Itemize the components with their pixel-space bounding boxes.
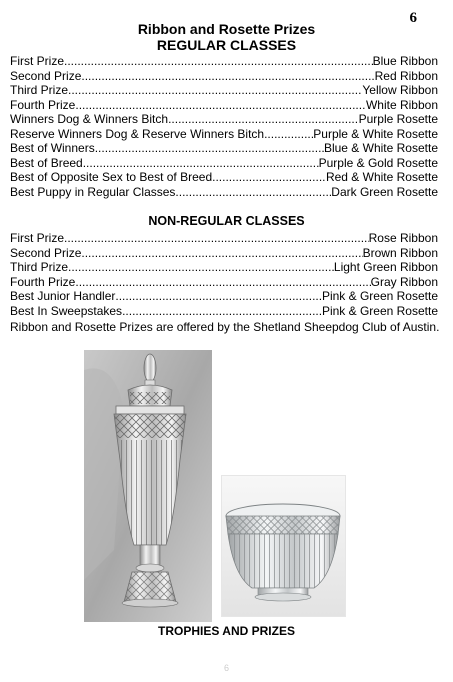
list-item bbox=[10, 289, 438, 304]
list-item bbox=[10, 141, 438, 156]
non-regular-classes-heading: NON-REGULAR CLASSES bbox=[148, 214, 305, 228]
list-item bbox=[10, 54, 438, 69]
regular-classes-heading: REGULAR CLASSES bbox=[156, 37, 297, 53]
crystal-vase-image bbox=[84, 350, 212, 622]
list-item bbox=[10, 69, 438, 84]
leader-dots bbox=[75, 275, 370, 290]
prize-label: Best In Sweepstakes bbox=[10, 303, 123, 318]
prize-value: Brown Ribbon bbox=[362, 245, 438, 260]
crystal-bowl-trophy-photo bbox=[221, 475, 346, 617]
prize-label: Second Prize bbox=[10, 245, 82, 260]
prize-value: Pink & Green Rosette bbox=[321, 289, 438, 303]
prize-label: First Prize bbox=[10, 54, 64, 68]
crystal-vase-trophy-photo bbox=[84, 350, 212, 622]
list-item bbox=[10, 260, 438, 275]
crystal-bowl-image bbox=[222, 476, 345, 616]
prize-value: Purple & White Rosette bbox=[313, 126, 438, 141]
leader-dots bbox=[122, 304, 322, 319]
prize-value: Pink & Green Rosette bbox=[321, 303, 438, 318]
leader-dots bbox=[212, 170, 326, 185]
leader-dots bbox=[95, 141, 324, 156]
club-note: Ribbon and Rosette Prizes are offered by the Shetland Sheepdog Club of Austin. bbox=[10, 320, 440, 334]
prize-label: Best Junior Handler bbox=[10, 289, 116, 303]
prize-value: Yellow Ribbon bbox=[362, 83, 438, 97]
leader-dots bbox=[64, 231, 369, 246]
prize-label: Best of Winners bbox=[10, 141, 95, 155]
leader-dots bbox=[175, 185, 331, 200]
prize-label: Second Prize bbox=[10, 68, 82, 83]
leader-dots bbox=[68, 260, 334, 275]
prize-label: Fourth Prize bbox=[10, 97, 76, 112]
list-item bbox=[10, 231, 438, 246]
list-item bbox=[10, 83, 438, 98]
prize-value: Purple Rosette bbox=[358, 112, 438, 126]
list-item bbox=[10, 170, 438, 185]
photo-caption: TROPHIES AND PRIZES bbox=[158, 624, 295, 638]
leader-dots bbox=[64, 54, 373, 69]
prize-label: Best of Opposite Sex to Best of Breed bbox=[10, 170, 213, 184]
prize-value: Dark Green Rosette bbox=[331, 184, 438, 199]
prize-label: Best Puppy in Regular Classes bbox=[10, 184, 176, 199]
leader-dots bbox=[168, 112, 359, 127]
leader-dots bbox=[75, 98, 366, 113]
prize-value: Blue & White Rosette bbox=[323, 141, 438, 155]
prize-value: Light Green Ribbon bbox=[333, 260, 438, 274]
regular-classes-list bbox=[10, 54, 438, 199]
prize-label: First Prize bbox=[10, 231, 64, 245]
prize-label: Third Prize bbox=[10, 83, 69, 97]
prize-label: Best of Breed bbox=[10, 155, 83, 170]
leader-dots bbox=[68, 83, 362, 98]
prize-value: Purple & Gold Rosette bbox=[318, 155, 438, 170]
prize-value: Gray Ribbon bbox=[370, 274, 438, 289]
list-item bbox=[10, 98, 438, 113]
leader-dots bbox=[81, 69, 374, 84]
prize-label: Fourth Prize bbox=[10, 274, 76, 289]
leader-dots bbox=[115, 289, 322, 304]
leader-dots bbox=[81, 246, 362, 261]
list-item bbox=[10, 246, 438, 261]
prize-label: Reserve Winners Dog & Reserve Winners Bitch bbox=[10, 126, 265, 141]
prize-value: Rose Ribbon bbox=[368, 231, 438, 245]
prize-label: Winners Dog & Winners Bitch bbox=[10, 112, 169, 126]
leader-dots bbox=[264, 127, 313, 142]
page-title-block bbox=[0, 21, 453, 53]
prize-value: Blue Ribbon bbox=[372, 54, 438, 68]
page-number: 6 bbox=[409, 10, 417, 26]
list-item bbox=[10, 304, 438, 319]
leader-dots bbox=[83, 156, 319, 171]
non-regular-classes-list bbox=[10, 231, 438, 318]
prize-value: Red & White Rosette bbox=[325, 170, 438, 184]
list-item bbox=[10, 156, 438, 171]
prize-label: Third Prize bbox=[10, 260, 69, 274]
footer-page-number: 6 bbox=[223, 663, 229, 673]
prize-value: White Ribbon bbox=[365, 97, 438, 112]
list-item bbox=[10, 127, 438, 142]
list-item bbox=[10, 112, 438, 127]
list-item bbox=[10, 275, 438, 290]
list-item bbox=[10, 185, 438, 200]
page-title: Ribbon and Rosette Prizes bbox=[137, 21, 316, 37]
prize-value: Red Ribbon bbox=[374, 68, 438, 83]
